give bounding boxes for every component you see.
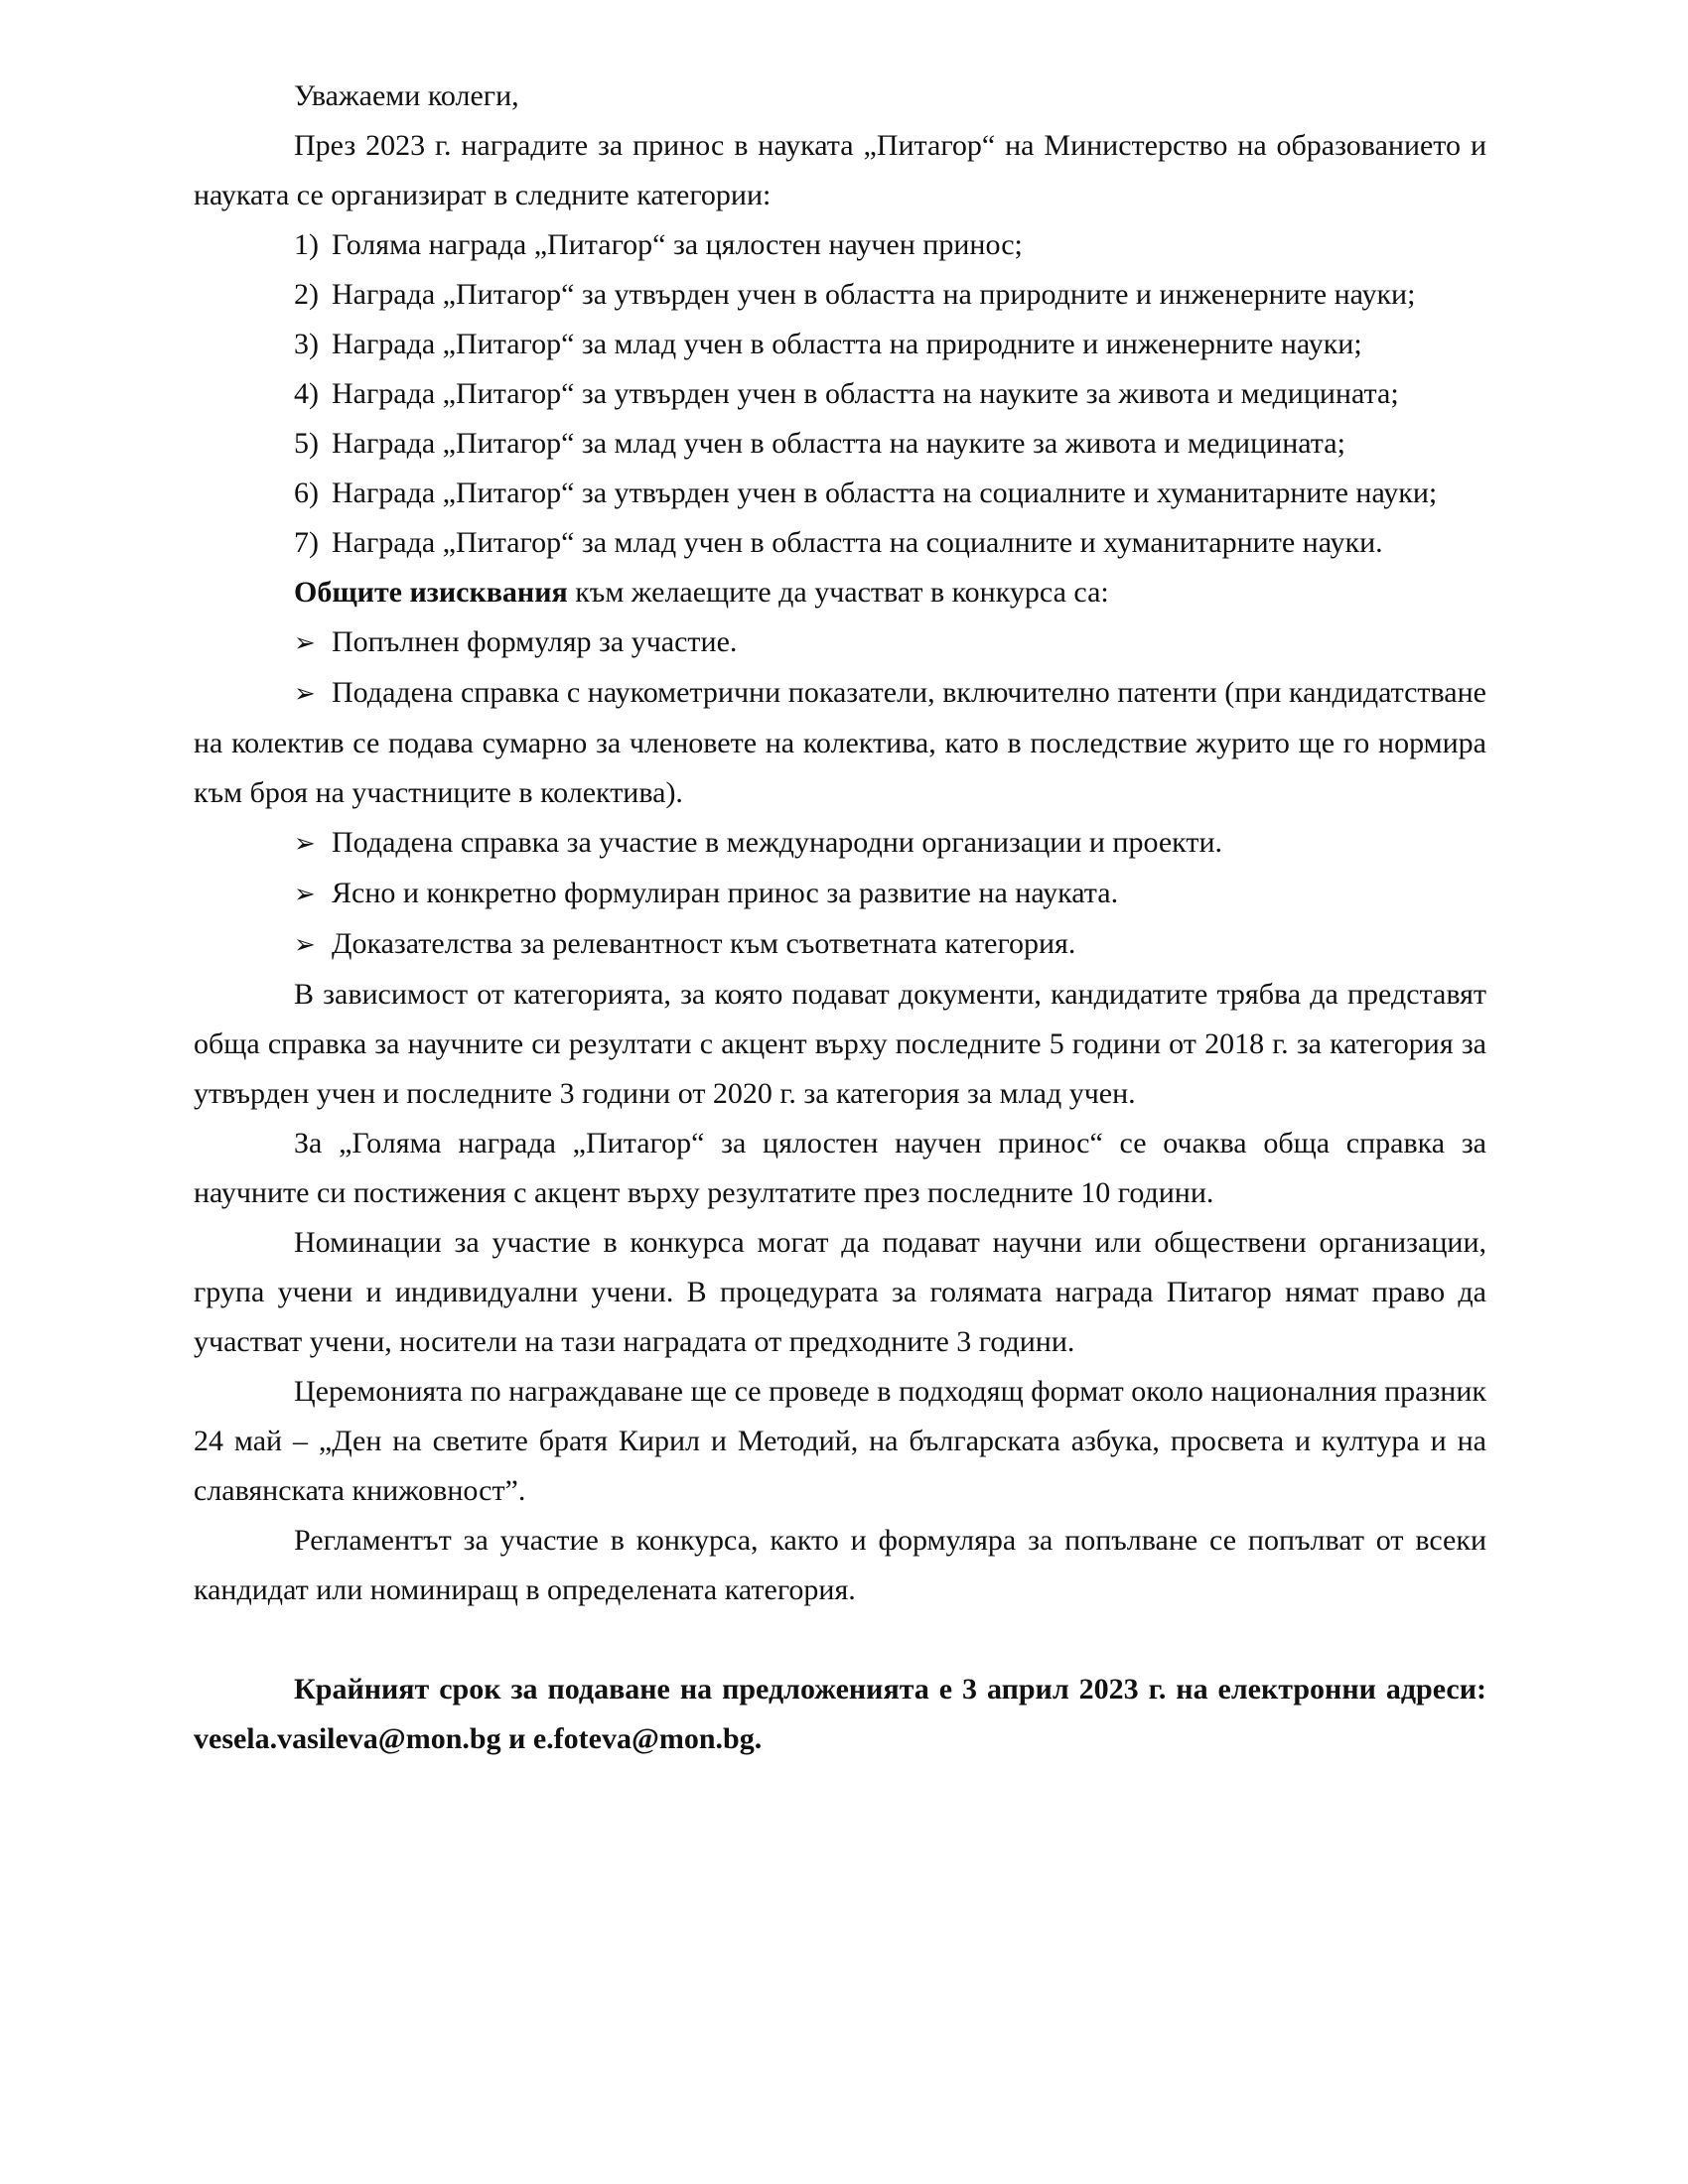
list-item bbox=[194, 469, 1486, 518]
arrow-bullet-icon: ➢ bbox=[294, 880, 316, 908]
body-paragraph: Регламентът за участие в конкурса, както и формуляра за попълване се попълват от всеки кандидат или номиниращ в определената категория. bbox=[194, 1524, 1486, 1606]
deadline-paragraph: Крайният срок за подаване на предложенията е 3 април 2023 г. на електронни адреси: vesela.vasileva@mon.bg и e.foteva@mon.bg. bbox=[194, 1673, 1486, 1755]
list-item-text: Награда „Питагор“ за млад учен в областта на социалните и хуманитарните науки. bbox=[332, 526, 1383, 559]
requirements-heading bbox=[194, 568, 1486, 617]
list-item bbox=[194, 320, 1486, 369]
requirements-list bbox=[194, 617, 1486, 970]
list-item bbox=[194, 617, 1486, 668]
arrow-bullet-icon: ➢ bbox=[294, 679, 316, 708]
requirements-heading-bold: Общите изисквания bbox=[294, 576, 568, 609]
list-item-number: 3) bbox=[294, 328, 319, 360]
list-item-text: Подадена справка с наукометрични показатели, включително патенти (при кандидатстване на колектив се подава сумарно за членовете на колектива, като в последствие журито ще го нормира към броя на участниците в колектива). bbox=[194, 676, 1486, 809]
list-item-number: 4) bbox=[294, 377, 319, 410]
list-item-number: 5) bbox=[294, 427, 319, 460]
list-item bbox=[194, 818, 1486, 869]
list-item bbox=[194, 919, 1486, 970]
list-item bbox=[194, 419, 1486, 469]
list-item-text: Подадена справка за участие в международни организации и проекти. bbox=[332, 826, 1223, 859]
greeting: Уважаеми колеги, bbox=[294, 79, 519, 112]
spacer bbox=[194, 1615, 1486, 1665]
intro-paragraph: През 2023 г. наградите за принос в науката „Питагор“ на Министерство на образованието и науката се организират в следните категории: bbox=[194, 129, 1486, 211]
list-item-number: 2) bbox=[294, 278, 319, 311]
arrow-bullet-icon: ➢ bbox=[294, 829, 316, 858]
requirements-heading-rest: към желаещите да участват в конкурса са: bbox=[567, 576, 1109, 609]
categories-list bbox=[194, 220, 1486, 568]
list-item-number: 7) bbox=[294, 526, 319, 559]
list-item bbox=[194, 518, 1486, 568]
body-paragraph: В зависимост от категорията, за която подават документи, кандидатите трябва да представят обща справка за научните си резултати с акцент върху последните 5 години от 2018 г. за категория за утвърден учен и последните 3 години от 2020 г. за категория за млад учен. bbox=[194, 978, 1486, 1110]
list-item-text: Доказателства за релевантност към съответната категория. bbox=[332, 927, 1076, 960]
list-item bbox=[194, 270, 1486, 320]
body-paragraph: За „Голяма награда „Питагор“ за цялостен научен принос“ се очаква обща справка за научните си постижения с акцент върху резултатите през последните 10 години. bbox=[194, 1127, 1486, 1209]
body-paragraph: Церемонията по награждаване ще се проведе в подходящ формат около националния празник 24 май – „Ден на светите братя Кирил и Методий, на българската азбука, просвета и култура и на славянската книжовност”. bbox=[194, 1375, 1486, 1507]
list-item bbox=[194, 668, 1486, 818]
arrow-bullet-icon: ➢ bbox=[294, 930, 316, 959]
list-item-number: 6) bbox=[294, 477, 319, 509]
list-item-text: Награда „Питагор“ за утвърден учен в областта на природните и инженерните науки; bbox=[332, 278, 1416, 311]
list-item-text: Награда „Питагор“ за млад учен в областта на науките за живота и медицината; bbox=[332, 427, 1345, 460]
list-item bbox=[194, 220, 1486, 270]
list-item-text: Награда „Питагор“ за утвърден учен в областта на социалните и хуманитарните науки; bbox=[332, 477, 1438, 509]
list-item-text: Награда „Питагор“ за утвърден учен в областта на науките за живота и медицината; bbox=[332, 377, 1399, 410]
list-item-text: Попълнен формуляр за участие. bbox=[332, 625, 738, 658]
list-item-number: 1) bbox=[294, 228, 319, 261]
list-item-text: Ясно и конкретно формулиран принос за развитие на науката. bbox=[332, 877, 1119, 909]
document-page bbox=[194, 71, 1486, 1764]
list-item bbox=[194, 369, 1486, 419]
arrow-bullet-icon: ➢ bbox=[294, 628, 316, 657]
body-paragraph: Номинации за участие в конкурса могат да подават научни или обществени организации, група учени и индивидуални учени. В процедурата за голямата награда Питагор нямат право да участват учени, носители на тази наградата от предходните 3 години. bbox=[194, 1226, 1486, 1358]
list-item-text: Награда „Питагор“ за млад учен в областта на природните и инженерните науки; bbox=[332, 328, 1362, 360]
list-item bbox=[194, 869, 1486, 919]
list-item-text: Голяма награда „Питагор“ за цялостен научен принос; bbox=[332, 228, 1023, 261]
